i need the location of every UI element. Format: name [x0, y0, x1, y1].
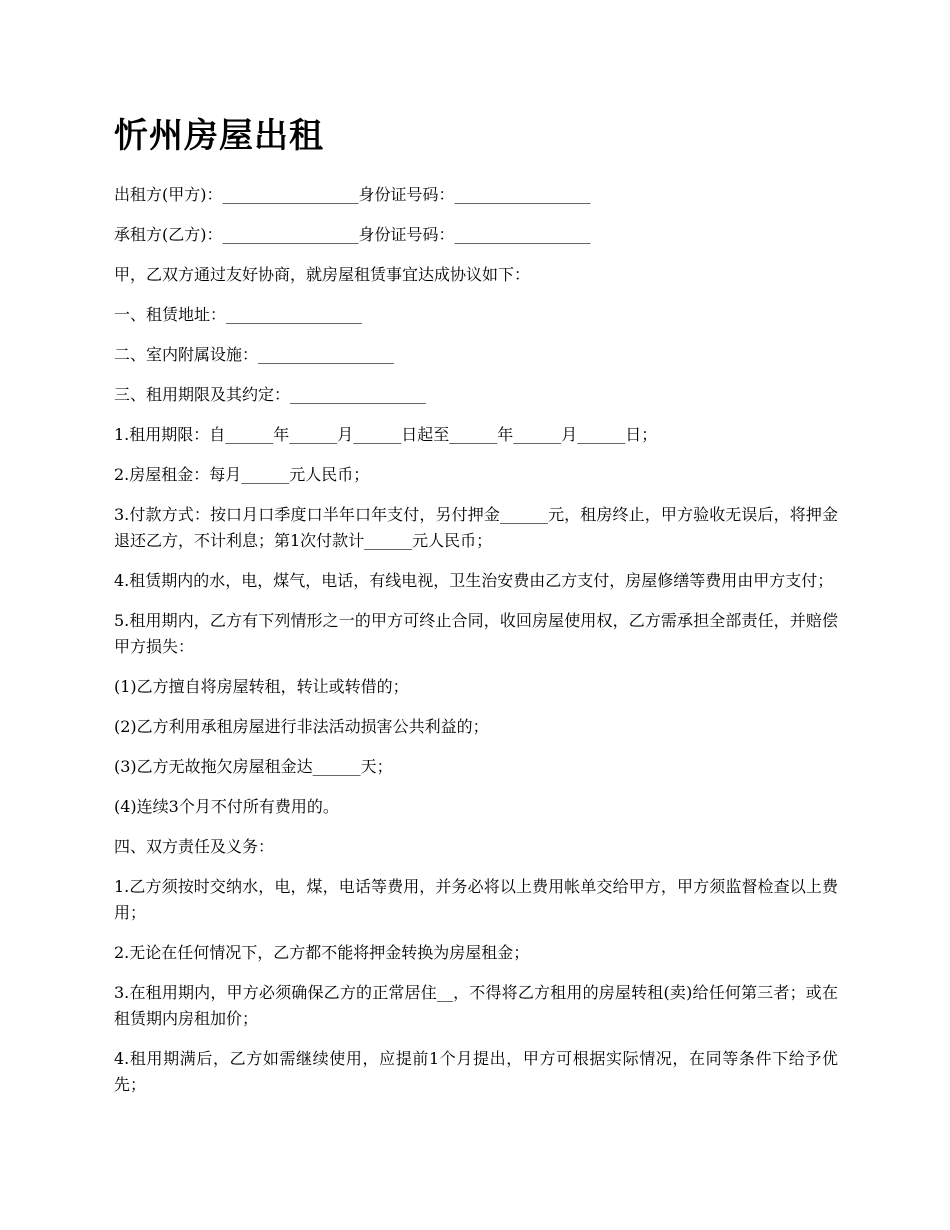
document-title: 忻州房屋出租 [114, 116, 324, 156]
duty-item: 2.无论在任何情况下，乙方都不能将押金转换为房屋租金； [114, 943, 530, 962]
section-lease-address: 一、租赁地址：_________________ [114, 305, 363, 324]
clause-rent: 2.房屋租金：每月______元人民币； [114, 465, 370, 484]
termination-item: (1)乙方擅自将房屋转租，转让或转借的； [114, 677, 409, 696]
duty-item: 4.租用期满后，乙方如需继续使用，应提前1个月提出，甲方可根据实际情况，在同等条件下给予优先； [114, 1049, 838, 1094]
clause-termination: 5.租用期内，乙方有下列情形之一的甲方可终止合同，收回房屋使用权，乙方需承担全部责任，并赔偿甲方损失： [114, 611, 838, 656]
section-duties-heading: 四、双方责任及义务： [114, 837, 275, 856]
duty-item: 1.乙方须按时交纳水，电，煤，电话等费用，并务必将以上费用帐单交给甲方，甲方须监督检查以上费用； [114, 877, 838, 922]
section-facilities: 二、室内附属设施：_________________ [114, 345, 395, 364]
duty-item: 3.在租用期内，甲方必须确保乙方的正常居住__，不得将乙方租用的房屋转租(卖)给任何第三者；或在租赁期内房租加价； [114, 983, 838, 1028]
document-body [114, 112, 838, 1112]
clause-lease-term: 1.租用期限：自______年______月______日起至______年______月______日； [114, 425, 658, 444]
party-b-line: 承租方(乙方)：_________________身份证号码：_________________ [114, 225, 591, 244]
party-a-line: 出租方(甲方)：_________________身份证号码：_________________ [114, 185, 591, 204]
intro-paragraph: 甲，乙双方通过友好协商，就房屋租赁事宜达成协议如下： [114, 265, 531, 284]
clause-payment: 3.付款方式：按口月口季度口半年口年支付，另付押金______元，租房终止，甲方验收无误后，将押金退还乙方，不计利息；第1次付款计______元人民币； [114, 505, 838, 550]
termination-item: (2)乙方利用承租房屋进行非法活动损害公共利益的； [114, 717, 489, 736]
section-term-heading: 三、租用期限及其约定：_________________ [114, 385, 427, 404]
termination-item: (4)连续3个月不付所有费用的。 [114, 797, 339, 816]
clause-utilities: 4.租赁期内的水，电，煤气，电话，有线电视，卫生治安费由乙方支付，房屋修缮等费用由甲方支付； [114, 571, 834, 590]
termination-item: (3)乙方无故拖欠房屋租金达______天； [114, 757, 393, 776]
